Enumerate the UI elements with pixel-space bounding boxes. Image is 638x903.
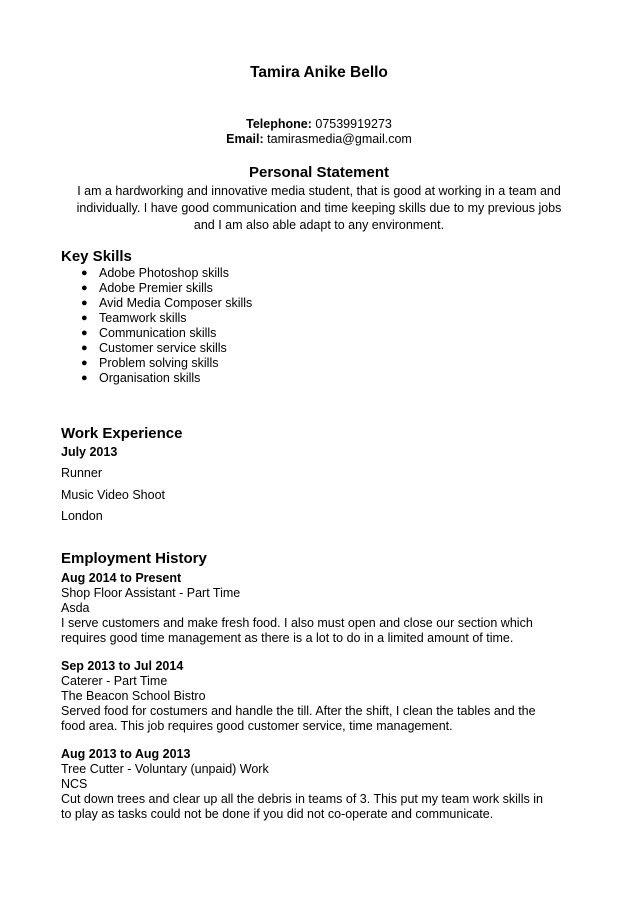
personal-statement-line: I am a hardworking and innovative media student, that is good at working in a team and	[77, 184, 561, 198]
skill-label: Problem solving skills	[99, 356, 219, 370]
list-item	[61, 281, 252, 296]
key-skills-title: Key Skills	[61, 248, 132, 265]
job-description-line: Served food for costumers and handle the till. After the shift, I clean the tables and the	[61, 704, 536, 718]
job-entry	[61, 571, 581, 646]
job-employer: Asda	[61, 601, 90, 615]
work-experience-date: July 2013	[61, 445, 118, 459]
job-description-line: to play as tasks could not be done if you did not co-operate and communicate.	[61, 807, 494, 821]
list-item	[61, 341, 252, 356]
list-item	[61, 311, 252, 326]
work-experience-project: Music Video Shoot	[61, 488, 165, 502]
job-employer: NCS	[61, 777, 88, 791]
skill-label: Teamwork skills	[99, 311, 187, 325]
job-entry	[61, 747, 581, 822]
telephone-value: 07539919273	[315, 117, 392, 131]
work-experience-role: Runner	[61, 466, 102, 480]
bullet-icon: ●	[81, 357, 88, 369]
candidate-name: Tamira Anike Bello	[250, 64, 388, 81]
email-label: Email:	[226, 132, 264, 146]
skill-label: Adobe Photoshop skills	[99, 266, 229, 280]
personal-statement-line: and I am also able adapt to any environment.	[193, 218, 445, 232]
employment-history-title: Employment History	[61, 550, 207, 567]
personal-statement-text	[60, 183, 578, 234]
job-dates: Sep 2013 to Jul 2014	[61, 659, 184, 673]
skill-label: Adobe Premier skills	[99, 281, 213, 295]
job-role: Shop Floor Assistant - Part Time	[61, 586, 241, 600]
personal-statement-title: Personal Statement	[248, 164, 390, 181]
bullet-icon: ●	[81, 297, 88, 309]
skill-label: Avid Media Composer skills	[99, 296, 253, 310]
bullet-icon: ●	[81, 267, 88, 279]
job-entry	[61, 659, 581, 734]
job-role: Caterer - Part Time	[61, 674, 168, 688]
work-experience-location: London	[61, 509, 103, 523]
skill-label: Customer service skills	[99, 341, 227, 355]
job-employer: The Beacon School Bistro	[61, 689, 206, 703]
list-item	[61, 326, 252, 341]
job-description-line: Cut down trees and clear up all the debris in teams of 3. This put my team work skills in	[61, 792, 543, 806]
bullet-icon: ●	[81, 312, 88, 324]
email-line	[0, 132, 638, 146]
skill-label: Communication skills	[99, 326, 217, 340]
bullet-icon: ●	[81, 282, 88, 294]
key-skills-list	[61, 266, 252, 386]
bullet-icon: ●	[81, 327, 88, 339]
list-item	[61, 356, 252, 371]
skill-label: Organisation skills	[99, 371, 201, 385]
telephone-line	[0, 117, 638, 131]
bullet-icon: ●	[81, 372, 88, 384]
list-item	[61, 371, 252, 386]
bullet-icon: ●	[81, 342, 88, 354]
job-description-line: requires good time management as there is a lot to do in a limited amount of time.	[61, 631, 514, 645]
job-description-line: food area. This job requires good customer service, time management.	[61, 719, 453, 733]
work-experience-title: Work Experience	[61, 425, 183, 442]
job-dates: Aug 2013 to Aug 2013	[61, 747, 191, 761]
job-role: Tree Cutter - Voluntary (unpaid) Work	[61, 762, 269, 776]
list-item	[61, 296, 252, 311]
personal-statement-line: individually. I have good communication and time keeping skills due to my previous jobs	[76, 201, 562, 215]
list-item	[61, 266, 252, 281]
job-description-line: I serve customers and make fresh food. I also must open and close our section which	[61, 616, 533, 630]
email-value[interactable]: tamirasmedia@gmail.com	[267, 132, 412, 146]
job-dates: Aug 2014 to Present	[61, 571, 182, 585]
telephone-label: Telephone:	[246, 117, 312, 131]
